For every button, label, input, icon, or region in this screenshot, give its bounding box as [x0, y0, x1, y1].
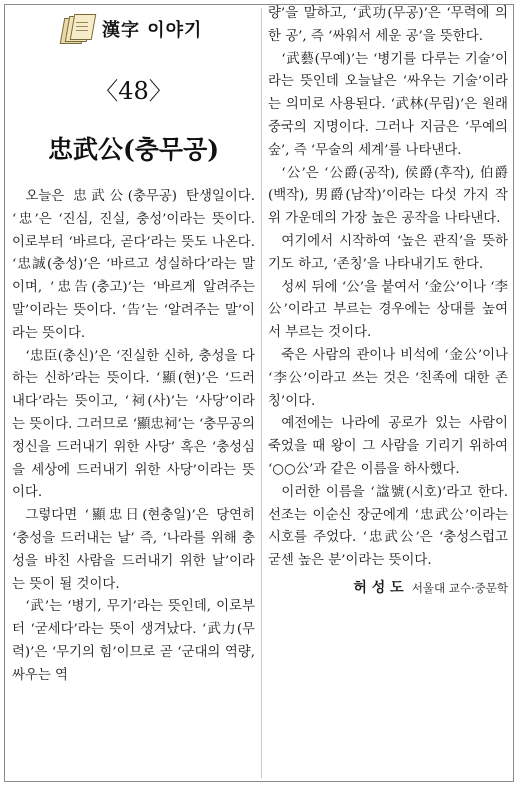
- column-divider: [261, 8, 262, 778]
- paragraph: 성씨 뒤에 ‘公’을 붙여서 ‘金公’이나 ‘李公’이라고 부르는 경우에는 상대를 높여서 부르는 것이다.: [268, 279, 508, 341]
- article-title: 忠武公(충무공): [47, 135, 220, 164]
- byline: [268, 577, 508, 597]
- paragraph: ‘武’는 ‘병기, 무기’라는 뜻인데, 이로부터 ‘굳세다’라는 뜻이 생겨났다. ‘武力(무력)’은 ‘무기의 힘’이므로 곧 ‘군대의 역량, 싸우는 역: [12, 599, 255, 683]
- series-header: [60, 8, 255, 50]
- author-name: 허 성 도: [353, 579, 404, 596]
- paragraph: 예전에는 나라에 공로가 있는 사람이 죽었을 때 왕이 그 사람을 기리기 위하여 ‘○○公’과 같은 이름을 하사했다.: [268, 416, 508, 477]
- series-title: 漢字 이야기: [102, 20, 203, 41]
- paragraph: 죽은 사람의 관이나 비석에 ‘金公’이나 ‘李公’이라고 쓰는 것은 ‘친족에 대한 존칭’이다.: [268, 347, 508, 409]
- paragraph: 오늘은 忠武公(충무공) 탄생일이다. ‘忠’은 ‘진심, 진실, 충성’이라는 뜻이다. 이로부터 ‘바르다, 곧다’라는 뜻도 나온다. ‘忠誠(충성)’은 ‘바르고 성실하다’라는 말이며, ‘忠告(충고)’는 ‘바르게 알려주는 말’이라는 뜻이다. ‘告’는 ‘알려주는 말’이라는 뜻이다.: [12, 189, 255, 341]
- right-column: [268, 3, 508, 597]
- left-body: [12, 186, 255, 688]
- paragraph: ‘武藝(무예)’는 ‘병기를 다루는 기술’이라는 뜻인데 오늘날은 ‘싸우는 기술’이라는 의미로 사용된다. ‘武林(무림)’은 원래 중국의 지명이다. 그러나 지금은 ‘무예의 숲’, 즉 ‘무술의 세계’를 나타낸다.: [268, 51, 508, 158]
- paragraph: ‘忠臣(충신)’은 ‘진실한 신하, 충성을 다하는 신하’라는 뜻이다. ‘顯(현)’은 ‘드러내다’라는 뜻이고, ‘祠(사)’는 ‘사당’이라는 뜻이다. 그러므로 ‘顯忠祠’는 ‘충무공의 정신을 드러내기 위한 사당’ 혹은 ‘충성심을 세상에 드러내기 위한 사당’이라는 뜻이다.: [12, 348, 255, 501]
- author-affiliation: 서울대 교수·중문학: [411, 580, 508, 595]
- issue-number: 〈48〉: [94, 77, 173, 105]
- paragraph: 그렇다면 ‘顯忠日(현충일)’은 당연히 ‘충성을 드러내는 날’ 즉, ‘나라를 위해 충성을 바친 사람을 드러내기 위한 날’이라는 뜻이 될 것이다.: [12, 508, 255, 592]
- paragraph: 량’을 말하고, ‘武功(무공)’은 ‘무력에 의한 공’, 즉 ‘싸워서 세운 공’을 뜻한다.: [268, 6, 508, 44]
- scroll-icon: [60, 14, 92, 44]
- paragraph: 여기에서 시작하여 ‘높은 관직’을 뜻하기도 하고, ‘존칭’을 나타내기도 한다.: [268, 233, 508, 272]
- paragraph: 이러한 이름을 ‘諡號(시호)’라고 한다. 선조는 이순신 장군에게 ‘忠武公’이라는 시호를 주었다. ‘忠武公’은 ‘충성스럽고 굳센 높은 분’이라는 뜻이다.: [268, 484, 508, 569]
- left-column: [12, 8, 255, 688]
- paragraph: ‘公’은 ‘公爵(공작), 侯爵(후작), 伯爵(백작), 男爵(남작)’이라는 다섯 가지 작위 가운데의 가장 높은 공작을 나타낸다.: [268, 165, 508, 227]
